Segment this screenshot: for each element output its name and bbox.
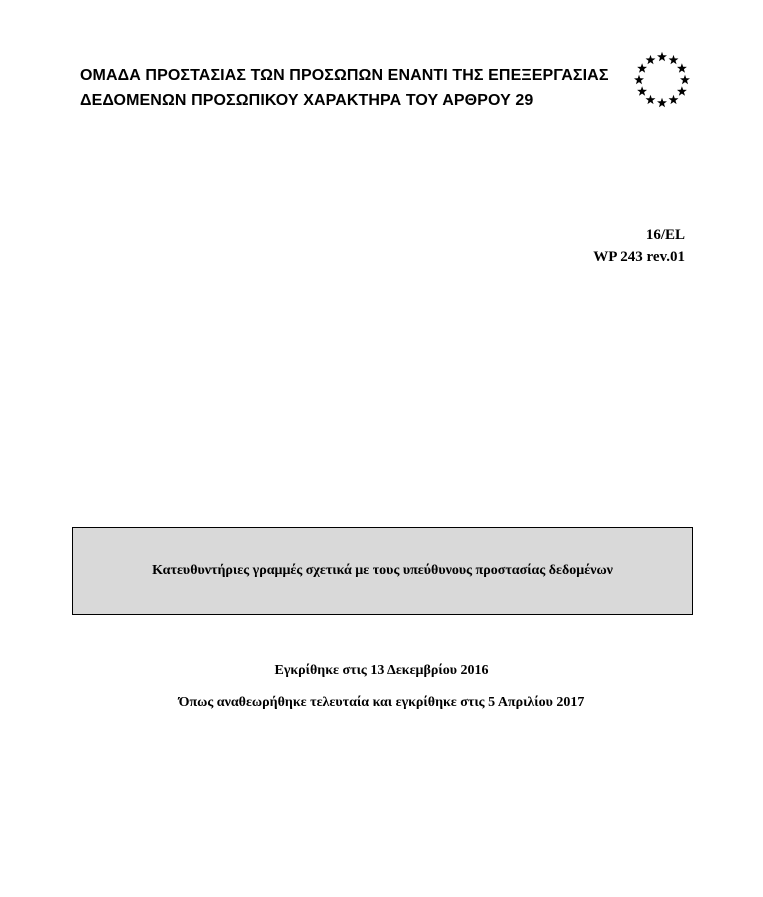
document-number: 16/EL xyxy=(645,227,685,243)
header-title-line-1: ΟΜΑΔΑ ΠΡΟΣΤΑΣΙΑΣ ΤΩΝ ΠΡΟΣΩΠΩΝ ΕΝΑΝΤΙ ΤΗΣ ΕΠΕΞΕΡΓΑΣΙΑΣ xyxy=(80,67,609,84)
star-icon xyxy=(677,63,687,72)
working-paper-number: WP 243 rev.01 xyxy=(593,249,685,265)
document-reference xyxy=(593,224,685,268)
star-icon xyxy=(637,63,647,72)
star-icon xyxy=(646,95,656,104)
star-icon xyxy=(657,52,667,61)
star-icon xyxy=(677,86,687,95)
header-title-line-2: ΔΕΔΟΜΕΝΩΝ ΠΡΟΣΩΠΙΚΟΥ ΧΑΡΑΚΤΗΡΑ ΤΟΥ ΑΡΘΡΟΥ 29 xyxy=(80,92,534,109)
star-icon xyxy=(669,95,679,104)
star-icon xyxy=(680,75,690,84)
eu-stars-icon xyxy=(632,50,692,110)
document-title: Κατευθυντήριες γραμμές σχετικά με τους υπεύθυνους προστασίας δεδομένων xyxy=(152,563,613,578)
star-icon xyxy=(646,55,656,64)
star-icon xyxy=(657,98,667,107)
star-icon xyxy=(669,55,679,64)
revision-date: Όπως αναθεωρήθηκε τελευταία και εγκρίθηκε στις 5 Απριλίου 2017 xyxy=(178,695,585,710)
star-icon xyxy=(634,75,644,84)
document-title-box xyxy=(72,527,693,615)
document-header-title xyxy=(80,63,620,113)
star-icon xyxy=(637,86,647,95)
adoption-date: Εγκρίθηκε στις 13 Δεκεμβρίου 2016 xyxy=(274,663,489,678)
